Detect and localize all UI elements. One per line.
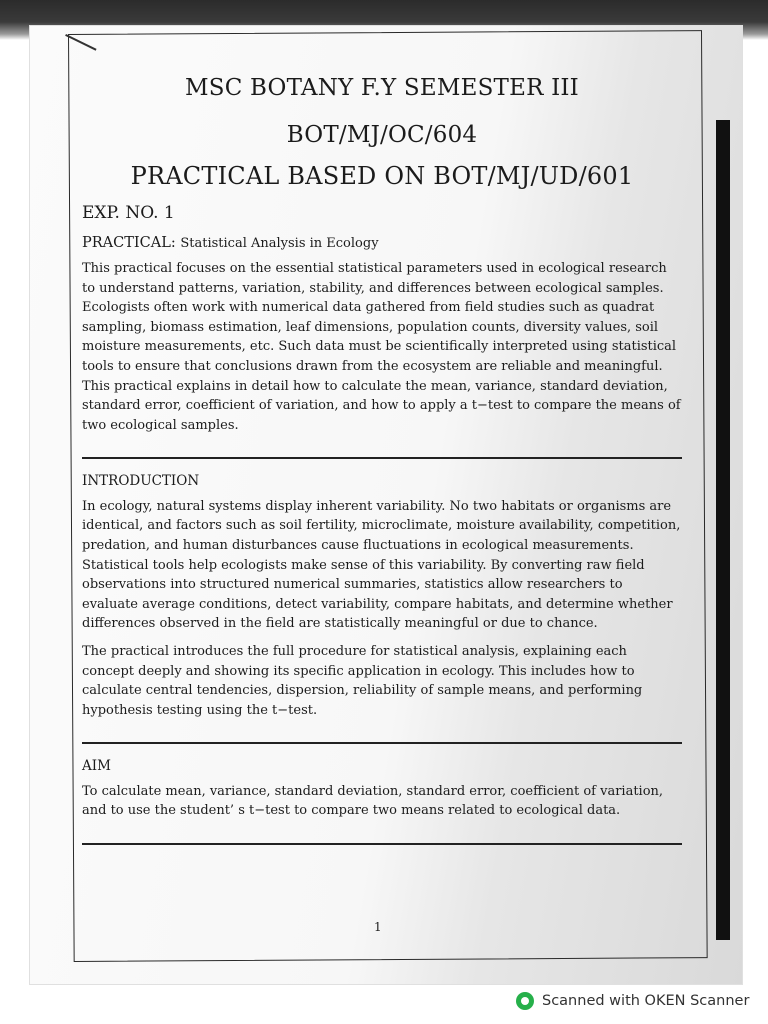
aim-text: To calculate mean, variance, standard deviation, standard error, coefficient of variation, and to use the student’ s t−test to compare two means related to ecological data. bbox=[82, 783, 664, 819]
experiment-number: EXP. NO. 1 bbox=[82, 203, 175, 223]
section-divider bbox=[82, 843, 682, 845]
section-divider bbox=[82, 457, 682, 459]
introduction-paragraph-2: The practical introduces the full procedure for statistical analysis, explaining each concept deeply and showing its specific application in ecology. This includes how to calculate central tendencies, dispersion, reliability of sample means, and performing hypothesis testing using the t−test. bbox=[82, 644, 643, 718]
course-title: MSC BOTANY F.Y SEMESTER III bbox=[185, 75, 579, 101]
course-code: BOT/MJ/OC/604 bbox=[286, 122, 478, 148]
document-content bbox=[82, 60, 682, 845]
practical-label: PRACTICAL: bbox=[82, 235, 176, 251]
scanner-watermark-text: Scanned with OKEN Scanner bbox=[542, 993, 750, 1009]
aim-heading: AIM bbox=[82, 757, 111, 774]
section-divider bbox=[82, 742, 682, 744]
oken-scanner-logo-icon bbox=[516, 992, 534, 1010]
intro-paragraph: This practical focuses on the essential statistical parameters used in ecological research to understand patterns, variation, stability, and differences between ecological samples. Ecologists often work with numerical data gathered from field studies such as quadrat sampling, biomass estimation, leaf dimensions, population counts, diversity values, soil moisture measurements, etc. Such data must be scientifically interpreted using statistical tools to ensure that conclusions drawn from the ecosystem are reliable and meaningful. This practical explains in detail how to calculate the mean, variance, standard deviation, standard error, coefficient of variation, and how to apply a t−test to compare the means of two ecological samples. bbox=[82, 261, 681, 433]
practical-title-line bbox=[82, 235, 682, 251]
introduction-paragraph-1: In ecology, natural systems display inherent variability. No two habitats or organisms are identical, and factors such as soil fertility, microclimate, moisture availability, competition, predation, and human disturbances cause fluctuations in ecological measurements. Statistical tools help ecologists make sense of this variability. By converting raw field observations into structured numerical summaries, statistics allow researchers to evaluate average conditions, detect variability, compare habitats, and determine whether differences observed in the field are statistically meaningful or due to chance. bbox=[82, 498, 681, 632]
page-number: 1 bbox=[374, 920, 382, 934]
practical-title: Statistical Analysis in Ecology bbox=[180, 236, 379, 251]
practical-based-on: PRACTICAL BASED ON BOT/MJ/UD/601 bbox=[130, 162, 634, 190]
scanner-watermark bbox=[516, 990, 749, 1012]
introduction-heading: INTRODUCTION bbox=[82, 472, 200, 489]
scan-background-right bbox=[716, 120, 730, 940]
